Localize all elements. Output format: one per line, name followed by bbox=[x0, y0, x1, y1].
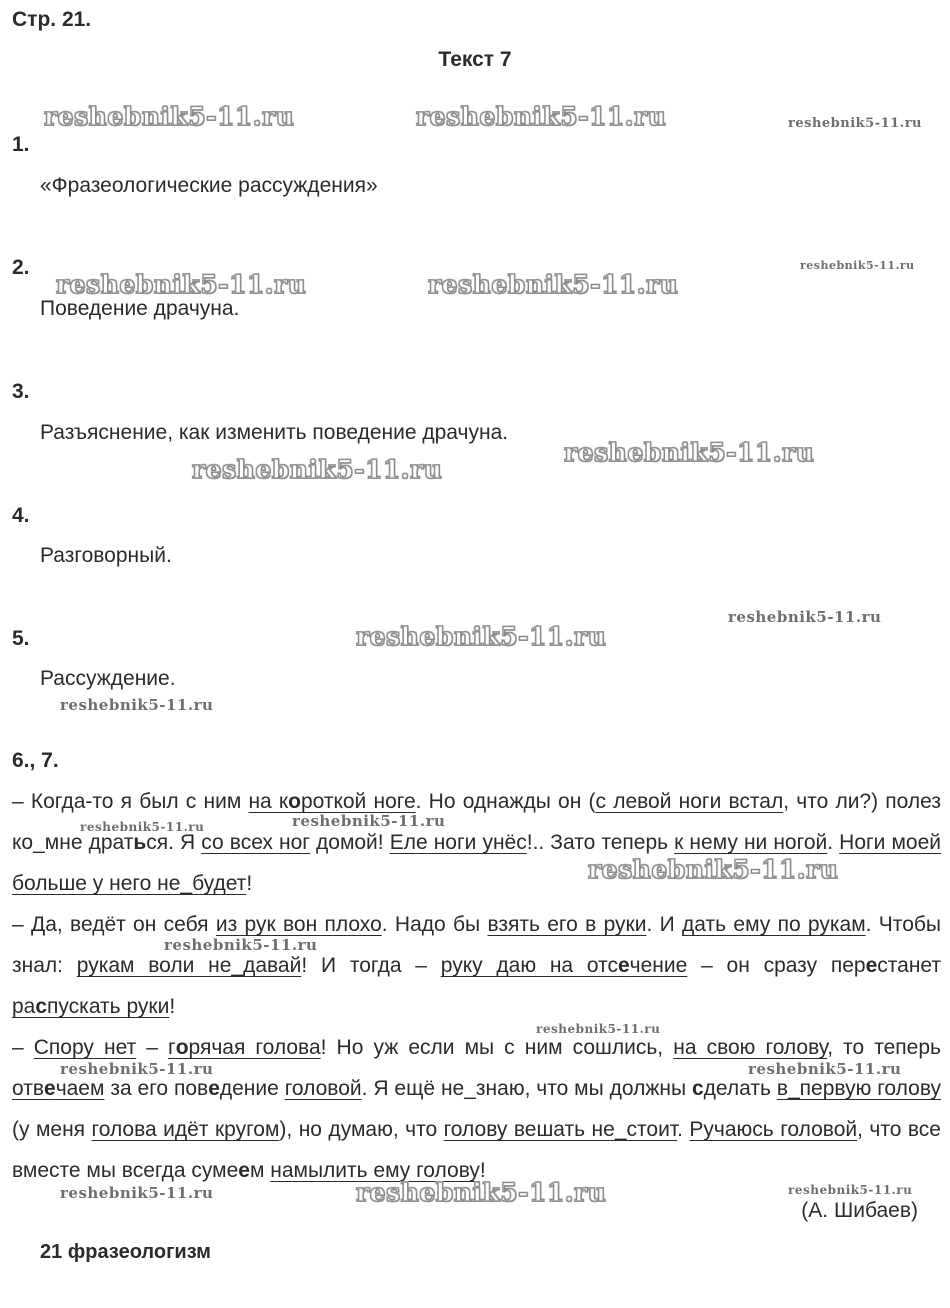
phraseologism: Еле ноги унёс bbox=[389, 831, 527, 854]
phraseologism: на короткой ноге bbox=[248, 790, 416, 813]
text-paragraph-3: – Спору нет – горячая голова! Но уж если мы с ним сошлись, на свою голову, то теперь отвечаем за его поведение головой. Я ещё не_знаю, что мы должны сделать в_первую голову (у меня голова идёт кругом), но думаю, что голову вешать не_стоит. Ручаюсь головой, что все вместе мы всегда сумеем намылить ему голову! bbox=[12, 1036, 942, 1182]
watermark: reshebnik5-11.ru bbox=[356, 622, 607, 651]
phraseologism: взять его в руки bbox=[487, 913, 647, 936]
phraseologism: горячая голова bbox=[168, 1036, 321, 1059]
item-answer-5: Рассуждение. bbox=[40, 667, 176, 690]
phraseologism: на свою голову bbox=[673, 1036, 828, 1059]
phraseologism: с левой ноги встал bbox=[595, 790, 784, 813]
item-answer-1: «Фразеологические рассуждения» bbox=[40, 174, 378, 197]
phraseologism: руку даю на отсечение bbox=[440, 954, 688, 977]
phraseologism: к нему ни ногой bbox=[674, 831, 828, 854]
item-answer-2: Поведение драчуна. bbox=[40, 297, 240, 320]
watermark: reshebnik5-11.ru bbox=[536, 1022, 661, 1036]
watermark: reshebnik5-11.ru bbox=[800, 259, 915, 272]
phraseologism: Ручаюсь головой bbox=[689, 1118, 858, 1141]
phraseologism: со всех ног bbox=[201, 831, 310, 854]
watermark: reshebnik5-11.ru bbox=[292, 812, 446, 830]
item-answer-3: Разъяснение, как изменить поведение драчуна. bbox=[40, 421, 509, 444]
watermark: reshebnik5-11.ru bbox=[728, 608, 882, 626]
phraseologism: отвечаем bbox=[12, 1077, 105, 1100]
author-attribution: (А. Шибаев) bbox=[801, 1199, 918, 1222]
watermark: reshebnik5-11.ru bbox=[428, 270, 679, 299]
watermark: reshebnik5-11.ru bbox=[788, 116, 923, 131]
watermark: reshebnik5-11.ru bbox=[60, 696, 214, 714]
watermark: reshebnik5-11.ru bbox=[60, 1184, 214, 1202]
watermark: reshebnik5-11.ru bbox=[80, 820, 205, 834]
watermark: reshebnik5-11.ru bbox=[192, 455, 443, 484]
watermark: reshebnik5-11.ru bbox=[588, 855, 839, 884]
phraseologism: голову вешать не_стоит bbox=[443, 1118, 678, 1141]
item-number-4: 4. bbox=[12, 504, 30, 527]
watermark: reshebnik5-11.ru bbox=[416, 102, 667, 131]
phraseologism: в_первую голову bbox=[776, 1077, 942, 1100]
page-title: Текст 7 bbox=[438, 48, 512, 71]
item-number-2: 2. bbox=[12, 256, 30, 279]
watermark: reshebnik5-11.ru bbox=[56, 270, 307, 299]
watermark: reshebnik5-11.ru bbox=[564, 438, 815, 467]
phraseologism: из рук вон плохо bbox=[215, 913, 382, 936]
phraseologism: распускать руки bbox=[12, 995, 170, 1018]
watermark: reshebnik5-11.ru bbox=[356, 1178, 607, 1207]
item-number-5: 5. bbox=[12, 627, 30, 650]
item-number-3: 3. bbox=[12, 380, 30, 403]
phraseologism: голова идёт кругом bbox=[91, 1118, 280, 1141]
text-paragraph-1: – Когда-то я был с ним на короткой ноге. Но однажды он (с левой ноги встал, что ли?) полез ко_мне драться. Я со всех ног домой! Еле ноги унёс!.. Зато теперь к нему ни ногой. Ноги моей больше у него не_будет! bbox=[12, 790, 941, 895]
watermark: reshebnik5-11.ru bbox=[60, 1060, 214, 1078]
text-paragraph-2: – Да, ведёт он себя из рук вон плохо. Надо бы взять его в руки. И дать ему по рукам. Чтобы знал: рукам воли не_давай! И тогда – руку даю на отсечение – он сразу перестанет распускать руки! bbox=[12, 913, 942, 1018]
watermark: reshebnik5-11.ru bbox=[748, 1060, 902, 1078]
watermark: reshebnik5-11.ru bbox=[164, 936, 318, 954]
item-number-1: 1. bbox=[12, 133, 30, 156]
phraseologism: рукам воли не_давай bbox=[76, 954, 302, 977]
phraseologism: головой bbox=[284, 1077, 362, 1100]
phraseologism-count: 21 фразеологизм bbox=[40, 1241, 211, 1263]
phraseologism: намылить ему голову bbox=[270, 1159, 480, 1182]
phraseologism: дать ему по рукам bbox=[682, 913, 866, 936]
phraseologism: Ноги моей больше у него не_будет bbox=[12, 831, 941, 895]
watermark: reshebnik5-11.ru bbox=[788, 1183, 913, 1197]
item-number-6-7: 6., 7. bbox=[12, 749, 59, 772]
item-answer-4: Разговорный. bbox=[40, 544, 172, 567]
watermark: reshebnik5-11.ru bbox=[44, 102, 295, 131]
page-reference: Стр. 21. bbox=[12, 8, 92, 31]
phraseologism: Спору нет bbox=[33, 1036, 137, 1059]
